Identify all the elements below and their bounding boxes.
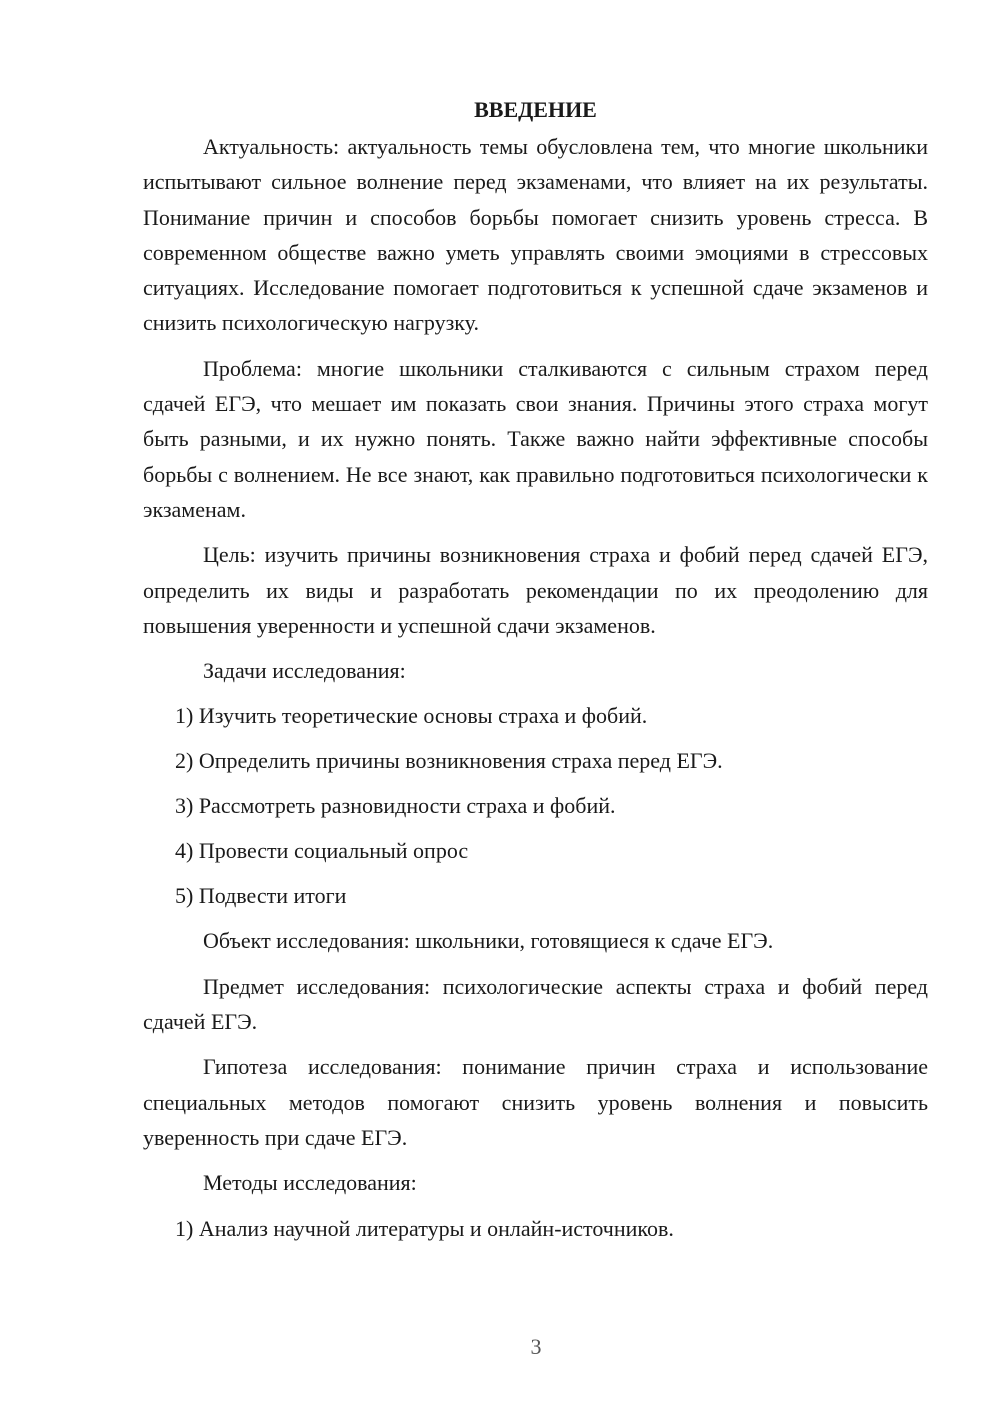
subject-paragraph: Предмет исследования: психологические аспекты страха и фобий перед сдачей ЕГЭ.	[143, 973, 928, 1035]
problem-paragraph: Проблема: многие школьники сталкиваются с сильным страхом перед сдачей ЕГЭ, что мешает им показать свои знания. Причины этого страха могут быть разными, и их нужно понять. Также важно найти эффективные способы борьбы с волнением. Не все знают, как правильно подготовиться психологически к экзаменам.	[143, 355, 928, 522]
methods-title: Методы исследования:	[203, 1170, 417, 1196]
page-number: 3	[530, 1334, 542, 1359]
object-paragraph: Объект исследования: школьники, готовящиеся к сдаче ЕГЭ.	[203, 928, 774, 954]
relevance-paragraph: Актуальность: актуальность темы обусловлена тем, что многие школьники испытывают сильное волнение перед экзаменами, что влияет на их результаты. Понимание причин и способов борьбы помогает снизить уровень стресса. В современном обществе важно уметь управлять своими эмоциями в стрессовых ситуациях. Исследование помогает подготовиться к успешной сдаче экзаменов и снизить психологическую нагрузку.	[143, 134, 928, 336]
document-page	[143, 95, 928, 1256]
task-item-5: 5) Подвести итоги	[175, 883, 347, 909]
section-heading: ВВЕДЕНИЕ	[474, 97, 597, 122]
tasks-title: Задачи исследования:	[203, 658, 406, 684]
task-item-4: 4) Провести социальный опрос	[175, 838, 469, 864]
task-item-2: 2) Определить причины возникновения страха перед ЕГЭ.	[175, 748, 723, 774]
task-item-3: 3) Рассмотреть разновидности страха и фобий.	[175, 793, 616, 819]
task-item-1: 1) Изучить теоретические основы страха и фобий.	[175, 703, 648, 729]
goal-paragraph: Цель: изучить причины возникновения страха и фобий перед сдачей ЕГЭ, определить их виды и разработать рекомендации по их преодолению для повышения уверенности и успешной сдачи экзаменов.	[143, 542, 928, 638]
hypothesis-paragraph: Гипотеза исследования: понимание причин страха и использование специальных методов помогают снизить уровень волнения и повысить уверенность при сдаче ЕГЭ.	[143, 1054, 928, 1150]
method-item-1: 1) Анализ научной литературы и онлайн-источников.	[175, 1215, 674, 1241]
